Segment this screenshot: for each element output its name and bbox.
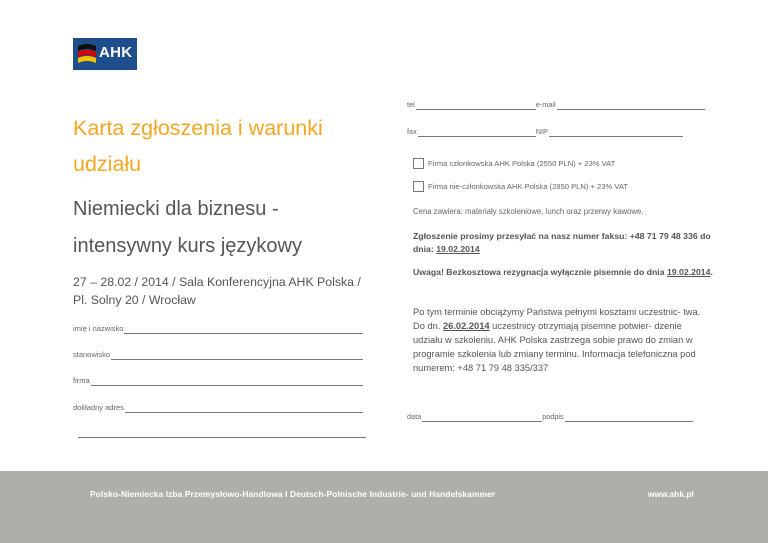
email-label: e-mail — [535, 100, 556, 109]
terms-part-2: uczestnicy otrzymają pisemne potwier- dzenie udziału w szkoleniu. AHK Polska zastrzega sobie prawo do zmian w programie szkolenia lub zmiany terminu. Informacja telefoniczna pod numerem: +48 71 79 48 335/337 — [413, 321, 696, 373]
company-field[interactable] — [73, 372, 363, 386]
tel-input-line[interactable] — [416, 101, 536, 110]
member-option[interactable] — [413, 158, 615, 169]
footer-website-link[interactable]: www.ahk.pl — [648, 489, 694, 499]
terms-confirmation-date: 26.02.2014 — [443, 321, 490, 331]
date-input-line[interactable] — [422, 413, 542, 422]
ahk-logo — [73, 38, 137, 70]
footer-organization: Polsko-Niemiecka Izba Przemysłowo-Handlowa I Deutsch-Polnische Industrie- und Handelskammer — [90, 489, 496, 499]
address-field[interactable] — [73, 399, 363, 413]
course-title: Niemiecki dla biznesu - intensywny kurs językowy — [73, 198, 302, 257]
fax-input-line[interactable] — [418, 128, 536, 137]
signature-label: podpis — [542, 412, 564, 421]
non-member-option-label: Firma nie-członkowska AHK Polska (2850 PLN) + 23% VAT — [428, 182, 628, 191]
fax-field[interactable] — [407, 125, 683, 137]
position-input-line[interactable] — [111, 350, 363, 360]
fax-request-text: Zgłoszenie prosimy przesyłać na nasz numer faksu: +48 71 79 48 336 do dnia: — [413, 231, 711, 254]
email-input-line[interactable] — [557, 101, 705, 110]
event-info — [73, 273, 373, 309]
non-member-checkbox[interactable] — [413, 181, 424, 192]
date-label: data — [407, 412, 422, 421]
fax-request-deadline: 19.02.2014 — [436, 244, 480, 254]
terms-text — [413, 305, 713, 375]
position-field[interactable] — [73, 346, 363, 360]
non-member-option[interactable] — [413, 181, 628, 192]
cancellation-text: Uwaga! Bezkosztowa rezygnacja wyłącznie pisemnie do dnia — [413, 267, 665, 277]
event-address: Pl. Solny 20 / Wrocław — [73, 293, 196, 307]
position-label: stanowisko — [73, 350, 111, 359]
terms-part-1: Po tym terminie obciążymy Państwa pełnymi kosztami uczestnic- twa. Do dn. — [413, 307, 701, 331]
name-input-line[interactable] — [124, 324, 363, 334]
logo-text: AHK — [99, 44, 133, 61]
address-label: dokładny adres — [73, 403, 124, 412]
price-note: Cena zawiera: materiały szkoleniowe, lunch oraz przerwy kawowe. — [413, 207, 644, 216]
footer — [0, 471, 768, 543]
fax-label: fax — [407, 127, 417, 136]
company-label: firma — [73, 376, 90, 385]
address-input-line[interactable] — [125, 403, 363, 413]
fax-request — [413, 230, 713, 256]
nip-label: NIP — [535, 127, 548, 136]
event-date-venue: 27 – 28.02 / 2014 / Sala Konferencyjna AHK Polska / — [73, 275, 361, 289]
name-label: imię i nazwisko — [73, 324, 124, 333]
member-checkbox[interactable] — [413, 158, 424, 169]
date-signature-field[interactable] — [407, 410, 693, 422]
tel-field[interactable] — [407, 98, 705, 110]
cancellation-note: Uwaga! Bezkosztowa rezygnacja wyłącznie pisemnie do dnia 19.02.2014. — [413, 267, 713, 277]
company-input-line[interactable] — [91, 376, 363, 386]
signature-input-line[interactable] — [565, 413, 693, 422]
address-continuation-line[interactable] — [78, 437, 366, 438]
form-title: Karta zgłoszenia i warunki udziału — [73, 116, 323, 176]
member-option-label: Firma członkowska AHK Polska (2550 PLN) + 23% VAT — [428, 159, 616, 168]
nip-input-line[interactable] — [549, 128, 683, 137]
name-field[interactable] — [73, 320, 363, 334]
flag-emblem-icon — [76, 42, 98, 66]
cancellation-deadline: 19.02.2014 — [666, 267, 711, 277]
tel-label: tel — [407, 100, 415, 109]
